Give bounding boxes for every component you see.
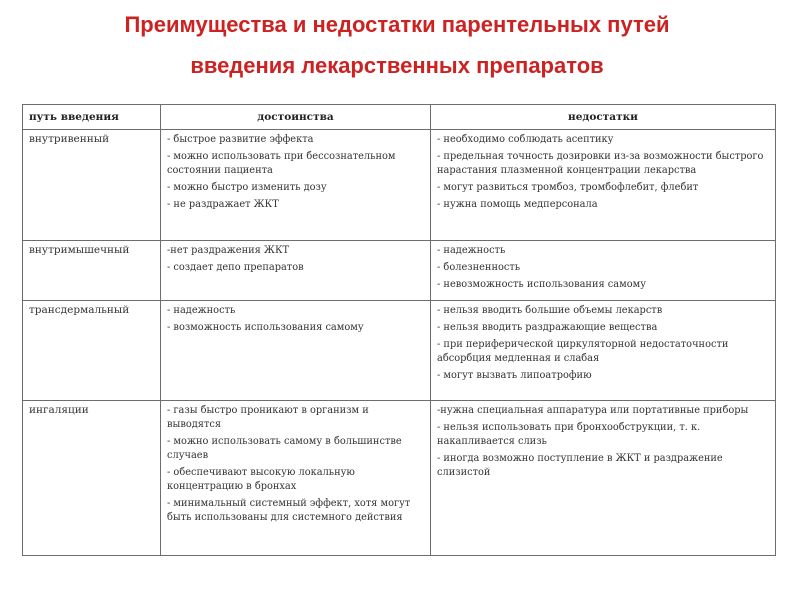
list-item: - надежность [437,245,506,256]
route-cell: ингаляции [23,401,161,556]
advantages-cell [161,301,431,401]
header-route: путь введения [23,105,161,130]
advantages-list [167,304,424,335]
disadvantages-list [437,244,769,292]
list-item: - могут развиться тромбоз, тромбофлебит, флебит [437,182,699,193]
list-item: - минимальный системный эффект, хотя могут быть использованы для системного действия [167,498,411,523]
table-row [23,401,776,556]
list-item: - не раздражает ЖКТ [167,199,279,210]
advantages-list [167,404,424,525]
list-item: - обеспечивают высокую локальную концентрацию в бронхах [167,467,355,492]
list-item: - предельная точность дозировки из-за возможности быстрого нарастания плазменной концентрации лекарства [437,151,764,176]
list-item: - нельзя вводить большие объемы лекарств [437,305,663,316]
disadvantages-list [437,304,769,383]
list-item: - быстрое развитие эффекта [167,134,314,145]
table-row [23,301,776,401]
header-advantages: достоинства [161,105,431,130]
route-cell: трансдермальный [23,301,161,401]
advantages-cell [161,241,431,301]
advantages-cell [161,130,431,241]
list-item: - могут вызвать липоатрофию [437,370,592,381]
advantages-list [167,244,424,275]
list-item: - нужна помощь медперсонала [437,199,598,210]
table-row [23,241,776,301]
comparison-table [22,104,776,556]
list-item: - при периферической циркуляторной недостаточности абсорбция медленная и слабая [437,339,729,364]
list-item: - необходимо соблюдать асептику [437,134,614,145]
disadvantages-cell [431,401,776,556]
list-item: - нельзя использовать при бронхообструкции, т. к. накапливается слизь [437,422,701,447]
list-item: - нельзя вводить раздражающие вещества [437,322,658,333]
page-title [0,4,794,86]
route-cell: внутривенный [23,130,161,241]
disadvantages-cell [431,241,776,301]
disadvantages-cell [431,130,776,241]
list-item: - создает депо препаратов [167,262,304,273]
list-item: - можно быстро изменить дозу [167,182,327,193]
disadvantages-list [437,133,769,212]
list-item: - газы быстро проникают в организм и выводятся [167,405,369,430]
route-cell: внутримышечный [23,241,161,301]
title-line-2: введения лекарственных препаратов [190,53,604,78]
advantages-list [167,133,424,212]
list-item: - болезненность [437,262,521,273]
table-row [23,130,776,241]
list-item: - иногда возможно поступление в ЖКТ и раздражение слизистой [437,453,723,478]
table-header-row [23,105,776,130]
disadvantages-cell [431,301,776,401]
list-item: - можно использовать при бессознательном состоянии пациента [167,151,396,176]
header-disadvantages: недостатки [431,105,776,130]
list-item: - возможность использования самому [167,322,364,333]
advantages-cell [161,401,431,556]
list-item: - надежность [167,305,236,316]
list-item: - можно использовать самому в большинстве случаев [167,436,402,461]
title-line-1: Преимущества и недостатки парентельных путей [124,12,670,37]
disadvantages-list [437,404,769,480]
list-item: -нет раздражения ЖКТ [167,245,290,256]
list-item: - невозможность использования самому [437,279,647,290]
list-item: -нужна специальная аппаратура или портативные приборы [437,405,749,416]
